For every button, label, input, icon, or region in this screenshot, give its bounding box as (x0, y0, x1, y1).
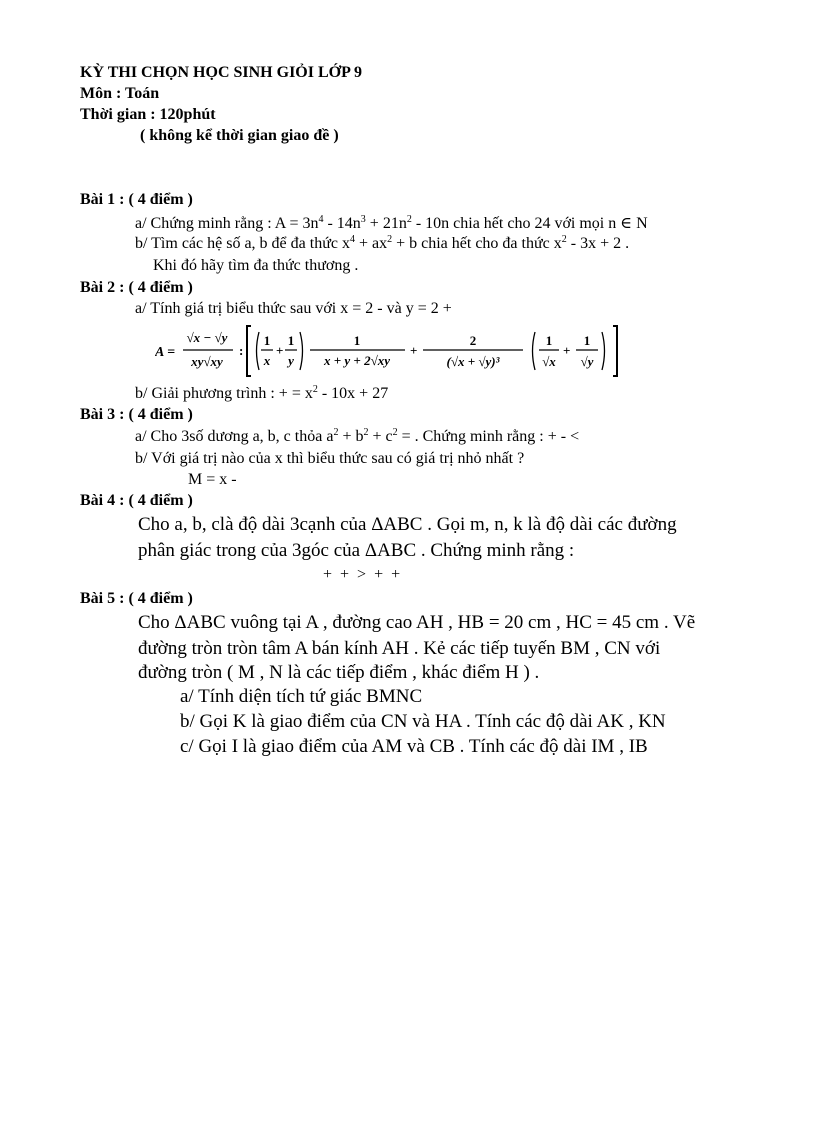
bai5-a: a/ Tính diện tích tứ giác BMNC (180, 686, 423, 707)
exam-title: KỲ THI CHỌN HỌC SINH GIỎI LỚP 9 (80, 64, 362, 81)
formula-one-2: 1 (287, 333, 295, 348)
formula-sx: √x (542, 354, 556, 369)
time-line: Thời gian : 120phút (80, 106, 216, 123)
bai3-b: b/ Với giá trị nào của x thì biểu thức sau có giá trị nhỏ nhất ? (135, 450, 525, 467)
bai2-a: a/ Tính giá trị biểu thức sau với x = 2 - và y = 2 + (135, 300, 452, 317)
bai1-heading: Bài 1 : ( 4 điểm ) (80, 191, 193, 208)
formula-one-3: 1 (353, 333, 361, 348)
bai1-b2: Khi đó hãy tìm đa thức thương . (153, 257, 359, 274)
bai4-p3: + + > + + (323, 566, 401, 583)
formula-n1: √x − √y (186, 330, 228, 345)
formula-plus-1: + (276, 343, 284, 358)
formula-plus-3: + (563, 343, 571, 358)
formula-sy: √y (580, 354, 594, 369)
subject-line: Môn : Toán (80, 85, 160, 102)
bai4-heading: Bài 4 : ( 4 điểm ) (80, 492, 193, 509)
bai5-c: c/ Gọi I là giao điểm của AM và CB . Tính các độ dài IM , IB (180, 736, 648, 757)
formula-one-5: 1 (583, 333, 591, 348)
bai5-p2: đường tròn tròn tâm A bán kính AH . Kẻ các tiếp tuyến BM , CN với (138, 638, 661, 659)
bai5-heading: Bài 5 : ( 4 điểm ) (80, 590, 193, 607)
bai2-heading: Bài 2 : ( 4 điểm ) (80, 279, 193, 296)
formula-d3: (√x + √y)³ (446, 354, 500, 369)
bai5-p3: đường tròn ( M , N là các tiếp điểm , khác điểm H ) . (138, 662, 540, 683)
formula-one-1: 1 (263, 333, 271, 348)
formula-y: y (288, 353, 294, 368)
bai4-p2: phân giác trong của 3góc của ΔABC . Chứng minh rằng : (138, 540, 575, 561)
formula-two: 2 (469, 333, 477, 348)
formula-plus-2: + (410, 343, 418, 358)
bai5-p1: Cho ΔABC vuông tại A , đường cao AH , HB = 20 cm , HC = 45 cm . Vẽ (138, 612, 696, 633)
bai3-heading: Bài 3 : ( 4 điểm ) (80, 406, 193, 423)
bai4-p1: Cho a, b, clà độ dài 3cạnh của ΔABC . Gọi m, n, k là độ dài các đường (138, 514, 677, 535)
formula-one-4: 1 (545, 333, 553, 348)
formula-d2: x + y + 2√xy (324, 353, 390, 368)
bai5-b: b/ Gọi K là giao điểm của CN và HA . Tính các độ dài AK , KN (180, 711, 666, 732)
bai3-m: M = x - (188, 471, 237, 488)
bai1-a: a/ Chứng minh rằng : $A = 3n^4 - 14n^3 + 21n^2 - 10n$ chia hết cho 24 với mọi n ∈ N (135, 214, 648, 232)
bai1-b: b/ Tìm các hệ số a, b để đa thức $x^4 + ax^2 + b$ chia hết cho đa thức $x^2 - 3x + 2$ . (135, 234, 630, 252)
time-note: ( không kể thời gian giao đề ) (140, 127, 339, 144)
bai2-b: b/ Giải phương trình : + = $x^2 - 10x + 27$ (135, 384, 389, 402)
bai3-a: a/ Cho 3số dương a, b, c thỏa $a^2 + b^2 + c^2$ = . Chứng minh rằng : + - < (135, 427, 580, 445)
formula-lhs: A = (155, 345, 176, 360)
formula-x: x (263, 353, 271, 368)
formula-colon: : (239, 343, 244, 358)
bai2-formula (155, 320, 625, 382)
formula-d1: xy√xy (191, 354, 223, 369)
